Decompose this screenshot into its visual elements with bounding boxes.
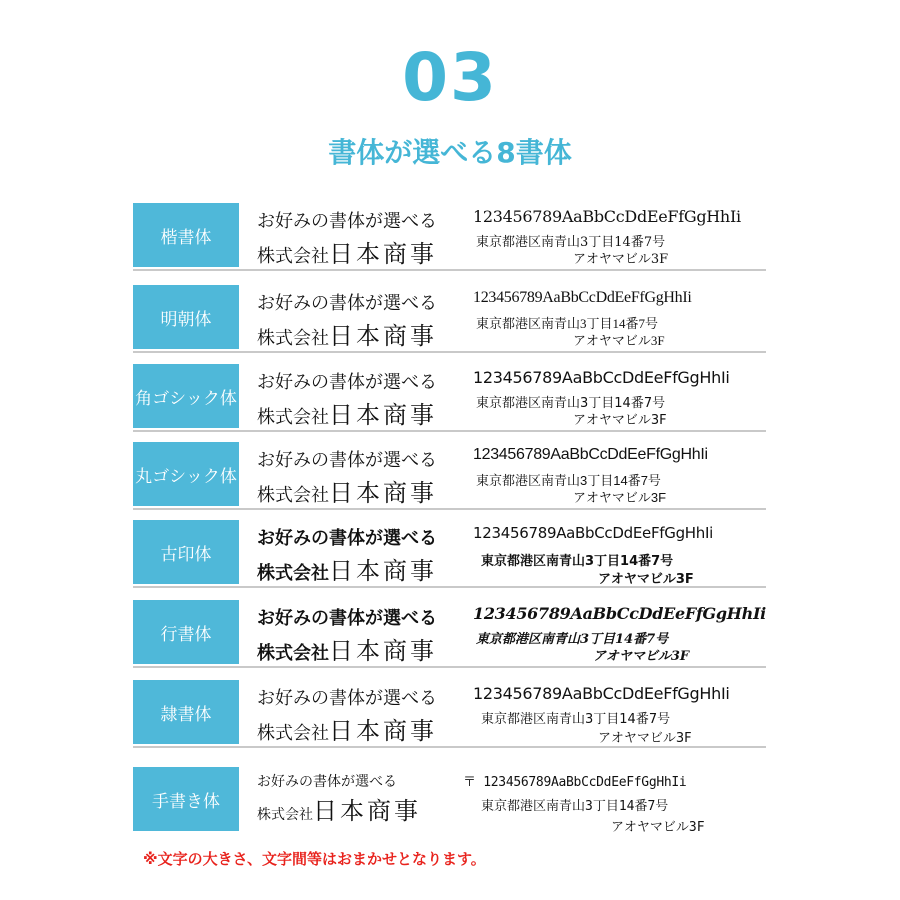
company-prefix: 株式会社 — [257, 246, 329, 267]
font-row-maru-gothic — [133, 442, 766, 510]
font-row-koin — [133, 520, 766, 588]
company-name: 日本商事 — [329, 480, 437, 507]
company-prefix: 株式会社 — [257, 643, 329, 664]
sample-building: アオヤマビル3F — [573, 490, 667, 505]
sample-line1: お好みの書体が選べる — [257, 211, 437, 232]
postal-mark: 〒 — [463, 775, 476, 790]
sample-building: アオヤマビル3F — [598, 731, 692, 746]
disclaimer-note: ※文字の大きさ、文字間等はおまかせとなります。 — [143, 850, 486, 868]
font-label: 丸ゴシック体 — [133, 442, 239, 506]
font-row-kaisho — [133, 203, 766, 271]
section-title: 書体が選べる8書体 — [328, 136, 572, 169]
font-row-gyosho — [133, 600, 766, 668]
font-row-mincho — [133, 285, 766, 353]
sample-address: 東京都港区南青山3丁目14番7号 — [481, 799, 669, 814]
sample-address: 東京都港区南青山3丁目14番7号 — [481, 712, 671, 727]
font-label: 古印体 — [133, 520, 239, 584]
sample-address: 東京都港区南青山3丁目14番7号 — [476, 473, 661, 488]
sample-company — [257, 395, 437, 430]
sample-company — [257, 631, 437, 666]
font-label: 隷書体 — [133, 680, 239, 744]
sample-line1: お好みの書体が選べる — [257, 608, 437, 629]
sample-address: 東京都港区南青山3丁目14番7号 — [476, 235, 666, 250]
sample-building: アオヤマビル3F — [598, 572, 694, 587]
sample-line1: お好みの書体が選べる — [257, 372, 437, 393]
sample-building: アオヤマビル3F — [611, 820, 705, 835]
sample-alphanumeric: 123456789AaBbCcDdEeFfGgHhIi — [473, 368, 730, 387]
sample-alphanumeric-line — [463, 771, 686, 790]
font-label: 楷書体 — [133, 203, 239, 267]
font-row-tegaki — [133, 767, 766, 833]
sample-alphanumeric: 123456789AaBbCcDdEeFfGgHhIi — [473, 207, 741, 226]
sample-alphanumeric: 123456789AaBbCcDdEeFfGgHhIi — [473, 446, 708, 463]
sample-line1: お好みの書体が選べる — [257, 528, 437, 549]
sample-alphanumeric: 123456789AaBbCcDdEeFfGgHhIi — [473, 289, 692, 306]
company-prefix: 株式会社 — [257, 807, 313, 823]
font-row-reisho — [133, 680, 766, 748]
sample-alphanumeric: 123456789AaBbCcDdEeFfGgHhIi — [473, 684, 730, 703]
sample-building: アオヤマビル3F — [593, 649, 690, 664]
sample-line1: お好みの書体が選べる — [257, 688, 437, 709]
company-name: 日本商事 — [329, 637, 437, 665]
company-name: 日本商事 — [313, 797, 421, 825]
sample-address: 東京都港区南青山3丁目14番7号 — [476, 632, 669, 647]
company-prefix: 株式会社 — [257, 328, 329, 348]
sample-company — [257, 473, 437, 508]
font-label: 手書き体 — [133, 767, 239, 831]
company-prefix: 株式会社 — [257, 407, 329, 428]
sample-company — [257, 316, 437, 351]
sample-company — [257, 234, 437, 269]
company-prefix: 株式会社 — [257, 723, 329, 744]
sample-line1: お好みの書体が選べる — [257, 450, 437, 470]
company-prefix: 株式会社 — [257, 485, 329, 505]
company-prefix: 株式会社 — [257, 563, 329, 584]
company-name: 日本商事 — [329, 324, 437, 350]
sample-address: 東京都港区南青山3丁目14番7号 — [481, 554, 674, 569]
sample-address: 東京都港区南青山3丁目14番7号 — [476, 316, 659, 331]
company-name: 日本商事 — [329, 557, 437, 585]
sample-building: アオヤマビル3F — [573, 252, 669, 267]
font-row-kaku-gothic — [133, 364, 766, 432]
sample-address: 東京都港区南青山3丁目14番7号 — [476, 396, 666, 411]
company-name: 日本商事 — [329, 717, 437, 745]
company-name: 日本商事 — [329, 240, 437, 268]
sample-building: アオヤマビル3F — [573, 333, 665, 348]
font-label: 行書体 — [133, 600, 239, 664]
font-label: 明朝体 — [133, 285, 239, 349]
sample-alphanumeric: 123456789AaBbCcDdEeFfGgHhIi — [473, 524, 713, 542]
sample-line1: お好みの書体が選べる — [257, 774, 397, 790]
sample-company — [257, 711, 437, 746]
sample-company — [257, 791, 421, 826]
sample-alphanumeric: 123456789AaBbCcDdEeFfGgHhIi — [473, 604, 766, 623]
section-number: 03 — [402, 39, 498, 116]
sample-building: アオヤマビル3F — [573, 413, 667, 428]
font-label: 角ゴシック体 — [133, 364, 239, 428]
sample-alphanumeric: 123456789AaBbCcDdEeFfGgHhIi — [483, 775, 687, 790]
company-name: 日本商事 — [329, 401, 437, 429]
sample-company — [257, 551, 437, 586]
sample-line1: お好みの書体が選べる — [257, 293, 437, 313]
